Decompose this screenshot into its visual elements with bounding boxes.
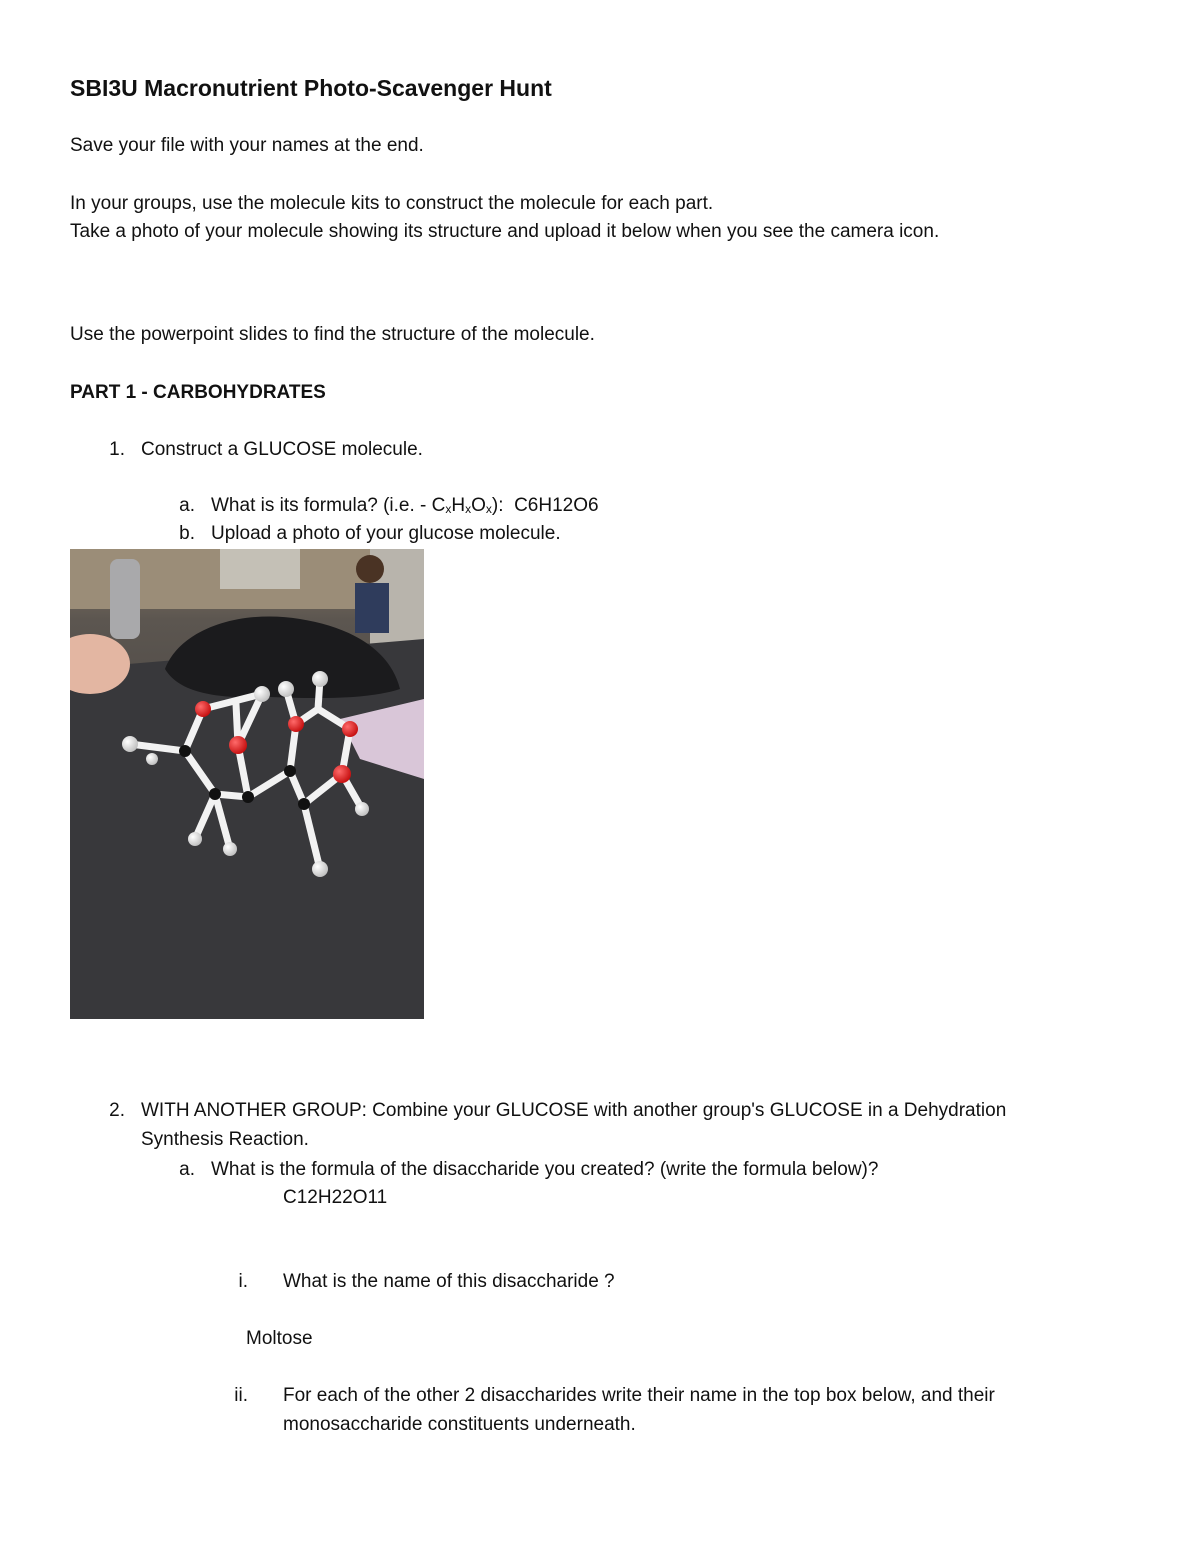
page-title: SBI3U Macronutrient Photo-Scavenger Hunt — [70, 75, 552, 101]
q2-line2: Synthesis Reaction. — [141, 1129, 309, 1150]
q1a-sub2: x — [465, 502, 472, 516]
glucose-formula-answer[interactable]: C6H12O6 — [514, 495, 599, 516]
q1a-h: H — [451, 495, 466, 516]
q1a-o: O — [471, 495, 486, 516]
slides-instruction: Use the powerpoint slides to find the structure of the molecule. — [70, 324, 595, 345]
q2ii-marker: ii. — [234, 1385, 248, 1406]
q2a-text: What is the formula of the disaccharide you created? (write the formula below)? — [211, 1159, 879, 1180]
q1-number: 1. — [109, 439, 125, 460]
save-note: Save your file with your names at the end. — [70, 135, 424, 156]
q1a-suffix: ): — [491, 495, 504, 516]
q1a-prefix: What is its formula? (i.e. - C — [211, 495, 446, 516]
q2a-marker: a. — [179, 1159, 195, 1180]
groups-instruction: In your groups, use the molecule kits to construct the molecule for each part. — [70, 193, 714, 214]
q1-text: Construct a GLUCOSE molecule. — [141, 439, 423, 460]
q1b-marker: b. — [179, 523, 195, 544]
q2-number: 2. — [109, 1100, 125, 1121]
q1a-sub3: x — [485, 502, 492, 516]
q1a-text — [211, 494, 599, 521]
photo-instruction: Take a photo of your molecule showing its structure and upload it below when you see the camera icon. — [70, 221, 940, 242]
q1b-text: Upload a photo of your glucose molecule. — [211, 523, 561, 544]
q1a-sub1: x — [445, 502, 452, 516]
q2-line1: WITH ANOTHER GROUP: Combine your GLUCOSE with another group's GLUCOSE in a Dehydration — [141, 1100, 1007, 1121]
q2i-text: What is the name of this disaccharide ? — [283, 1271, 615, 1292]
molecule-model-image — [70, 549, 424, 1019]
q1a-marker: a. — [179, 495, 195, 516]
q2i-marker: i. — [238, 1271, 248, 1292]
disaccharide-formula-answer[interactable]: C12H22O11 — [283, 1187, 388, 1208]
disaccharide-name-answer[interactable]: Moltose — [246, 1328, 313, 1349]
q2ii-line2: monosaccharide constituents underneath. — [283, 1414, 636, 1435]
glucose-molecule-photo — [70, 549, 424, 1019]
part1-heading: PART 1 - CARBOHYDRATES — [70, 382, 326, 403]
q2ii-line1: For each of the other 2 disaccharides write their name in the top box below, and their — [283, 1385, 995, 1406]
